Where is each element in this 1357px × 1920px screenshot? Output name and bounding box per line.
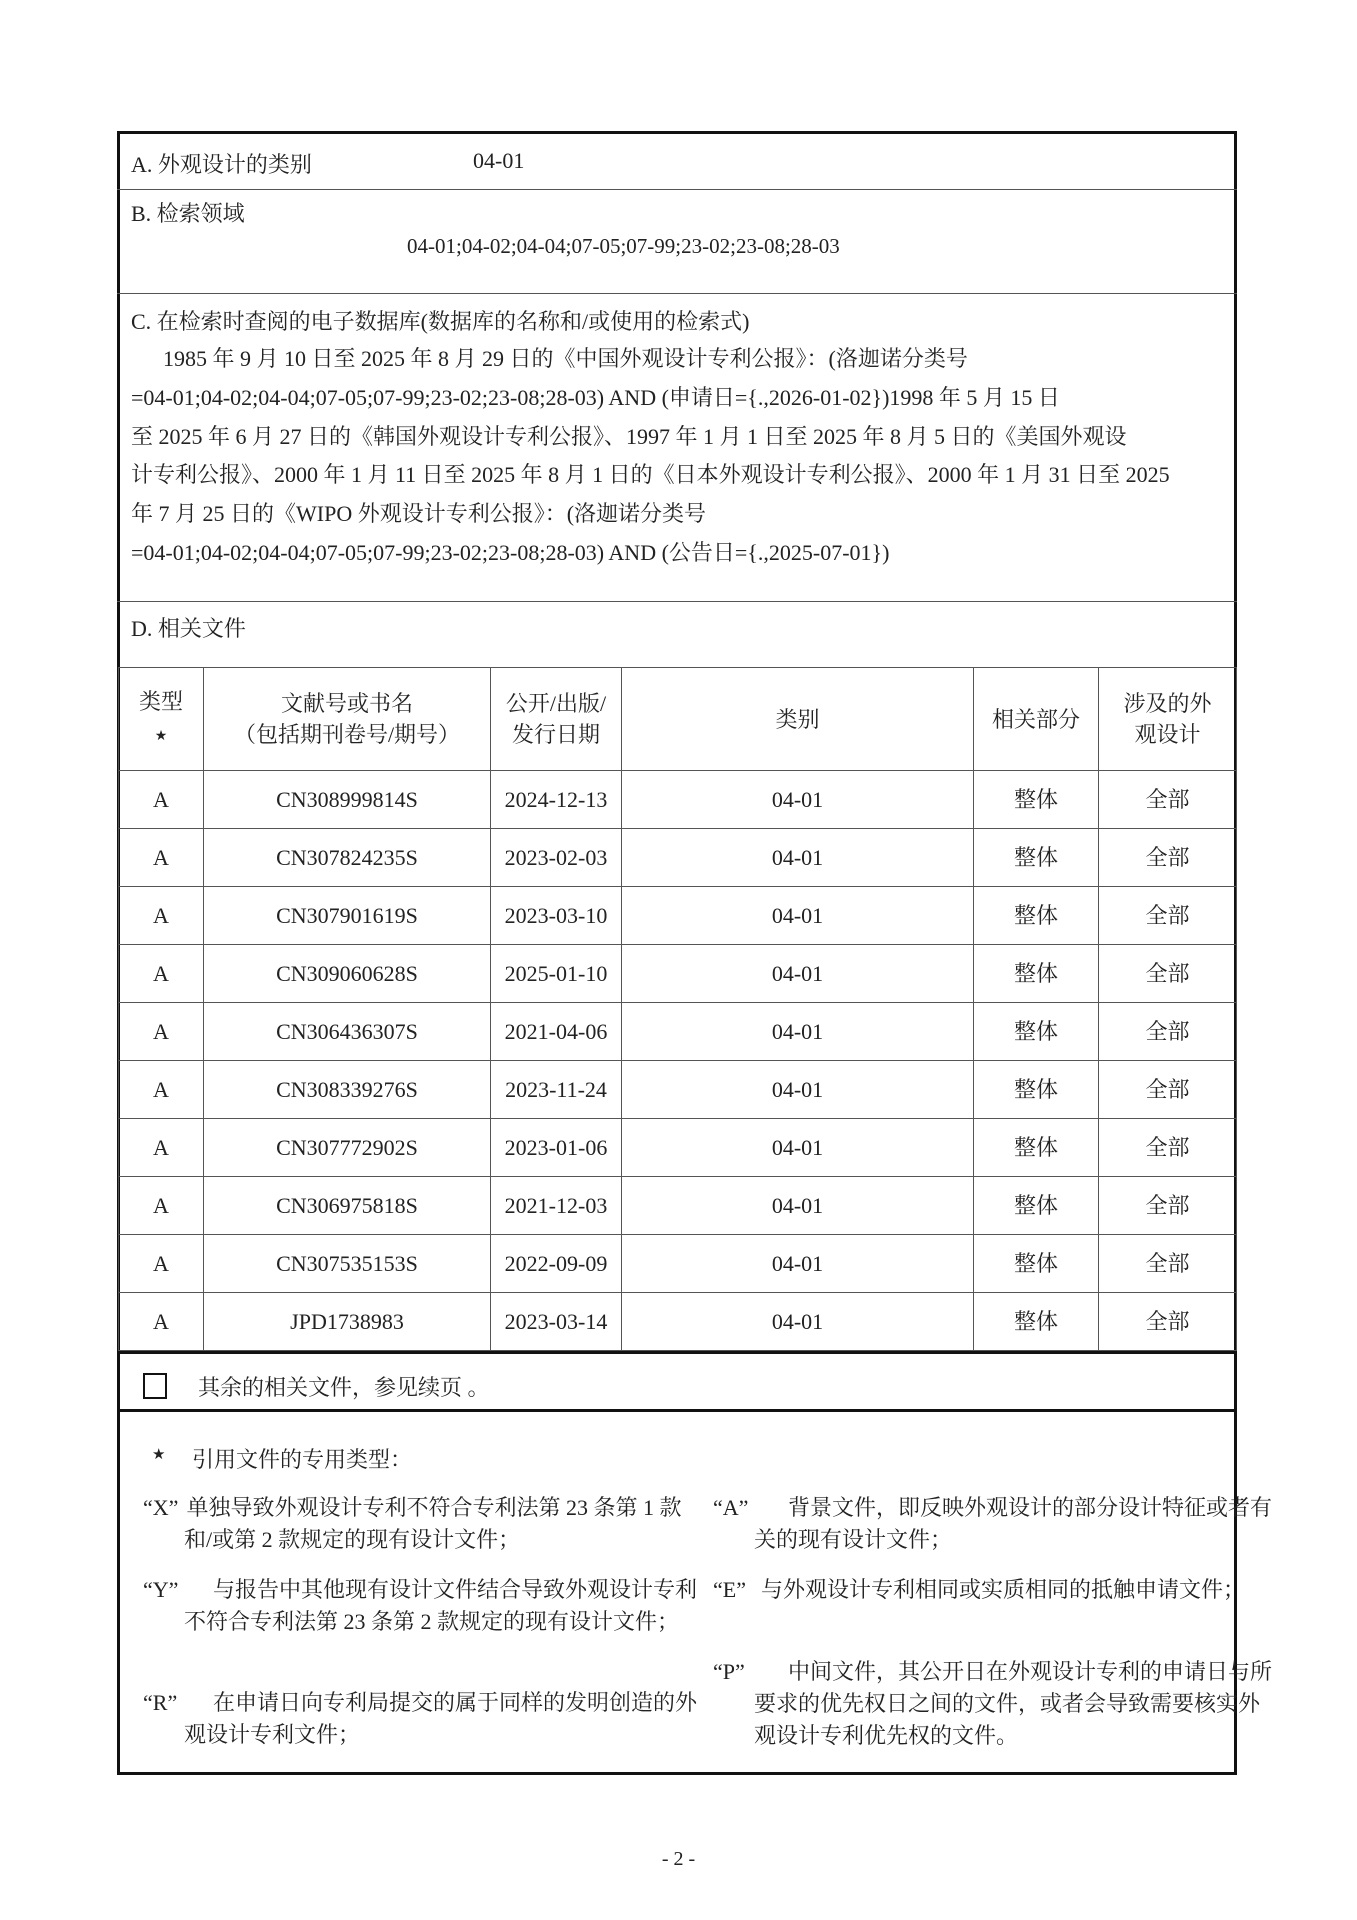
table-row [119, 1119, 1237, 1177]
cell-date: 2021-04-06 [491, 1003, 622, 1061]
cell-type: A [119, 771, 204, 829]
cell-date: 2023-03-14 [491, 1293, 622, 1351]
divider [117, 601, 1237, 602]
database-line: 年 7 月 25 日的《WIPO 外观设计专利公报》：(洛迦诺分类号 [131, 501, 707, 526]
section-b-label: B. 检索领域 [131, 201, 245, 226]
cell-part: 整体 [974, 829, 1099, 887]
cell-doc: JPD1738983 [204, 1293, 491, 1351]
legend-item-e: “E” 与外观设计专利相同或实质相同的抵触申请文件； [713, 1577, 1246, 1602]
section-d-label: D. 相关文件 [131, 616, 246, 641]
cell-type: A [119, 1235, 204, 1293]
cell-category: 04-01 [622, 1119, 974, 1177]
cell-type: A [119, 1119, 204, 1177]
cell-type: A [119, 1061, 204, 1119]
table-row [119, 1235, 1237, 1293]
header-design: 涉及的外 观设计 [1099, 668, 1237, 771]
cell-doc: CN308999814S [204, 771, 491, 829]
star-icon: ★ [152, 1447, 166, 1463]
more-documents-checkbox[interactable] [143, 1373, 167, 1399]
cell-type: A [119, 829, 204, 887]
cell-type: A [119, 1177, 204, 1235]
section-a-label: A. 外观设计的类别 [131, 152, 312, 177]
table-row [119, 771, 1237, 829]
header-relevant-part: 相关部分 [974, 668, 1099, 771]
database-line: =04-01;04-02;04-04;07-05;07-99;23-02;23-08;28-03) AND (申请日={.,2026-01-02})1998 年 5 月 15 日 [131, 385, 1060, 410]
table-row [119, 1003, 1237, 1061]
cell-date: 2023-02-03 [491, 829, 622, 887]
cell-design: 全部 [1099, 1003, 1237, 1061]
divider [117, 1409, 1237, 1412]
cell-category: 04-01 [622, 887, 974, 945]
design-category-value: 04-01 [473, 148, 525, 173]
cell-category: 04-01 [622, 945, 974, 1003]
cell-design: 全部 [1099, 945, 1237, 1003]
cell-category: 04-01 [622, 771, 974, 829]
table-row [119, 1177, 1237, 1235]
cell-date: 2022-09-09 [491, 1235, 622, 1293]
cell-doc: CN306975818S [204, 1177, 491, 1235]
database-line: 1985 年 9 月 10 日至 2025 年 8 月 29 日的《中国外观设计专利公报》：(洛迦诺分类号 [163, 346, 968, 371]
cell-design: 全部 [1099, 1119, 1237, 1177]
cell-date: 2023-03-10 [491, 887, 622, 945]
cell-category: 04-01 [622, 1003, 974, 1061]
cell-doc: CN306436307S [204, 1003, 491, 1061]
search-field-value: 04-01;04-02;04-04;07-05;07-99;23-02;23-08;28-03 [407, 234, 840, 258]
related-documents-table [118, 667, 1237, 1351]
cell-category: 04-01 [622, 1177, 974, 1235]
legend-title: 引用文件的专用类型： [192, 1447, 413, 1472]
legend-item-x: “X” 单独导致外观设计专利不符合专利法第 23 条第 1 款和/或第 2 款规定的现有设计文件； [143, 1495, 682, 1552]
cell-date: 2025-01-10 [491, 945, 622, 1003]
cell-doc: CN307901619S [204, 887, 491, 945]
cell-part: 整体 [974, 771, 1099, 829]
cell-doc: CN307535153S [204, 1235, 491, 1293]
database-line: 计专利公报》、2000 年 1 月 11 日至 2025 年 8 月 1 日的《日本外观设计专利公报》、2000 年 1 月 31 日至 2025 [131, 462, 1170, 487]
cell-doc: CN308339276S [204, 1061, 491, 1119]
legend-item-a: “A” 背景文件，即反映外观设计的部分设计特征或者有关的现有设计文件； [713, 1495, 1273, 1552]
cell-category: 04-01 [622, 829, 974, 887]
cell-design: 全部 [1099, 771, 1237, 829]
cell-part: 整体 [974, 945, 1099, 1003]
cell-date: 2024-12-13 [491, 771, 622, 829]
cell-part: 整体 [974, 1061, 1099, 1119]
cell-doc: CN309060628S [204, 945, 491, 1003]
star-icon: ★ [154, 729, 168, 744]
cell-design: 全部 [1099, 1235, 1237, 1293]
header-date: 公开/出版/ 发行日期 [491, 668, 622, 771]
table-row [119, 1293, 1237, 1351]
database-line: 至 2025 年 6 月 27 日的《韩国外观设计专利公报》、1997 年 1 月 1 日至 2025 年 8 月 5 日的《美国外观设 [131, 424, 1127, 449]
cell-part: 整体 [974, 1235, 1099, 1293]
header-category: 类别 [622, 668, 974, 771]
cell-doc: CN307824235S [204, 829, 491, 887]
table-row [119, 1061, 1237, 1119]
header-document: 文献号或书名 （包括期刊卷号/期号） [204, 668, 491, 771]
cell-part: 整体 [974, 1119, 1099, 1177]
cell-part: 整体 [974, 1177, 1099, 1235]
page-number: - 2 - [661, 1848, 696, 1870]
header-type: 类型 ★ [119, 668, 204, 771]
cell-part: 整体 [974, 1003, 1099, 1061]
table-row [119, 945, 1237, 1003]
divider [117, 189, 1237, 190]
cell-category: 04-01 [622, 1061, 974, 1119]
cell-doc: CN307772902S [204, 1119, 491, 1177]
divider [117, 293, 1237, 294]
section-c-label: C. 在检索时查阅的电子数据库(数据库的名称和/或使用的检索式) [131, 309, 750, 334]
database-line: =04-01;04-02;04-04;07-05;07-99;23-02;23-08;28-03) AND (公告日={.,2025-07-01}) [131, 540, 890, 565]
more-documents-label: 其余的相关文件，参见续页 。 [198, 1375, 490, 1400]
cell-category: 04-01 [622, 1293, 974, 1351]
cell-design: 全部 [1099, 1293, 1237, 1351]
cell-category: 04-01 [622, 1235, 974, 1293]
cell-design: 全部 [1099, 1177, 1237, 1235]
cell-type: A [119, 1003, 204, 1061]
cell-design: 全部 [1099, 829, 1237, 887]
cell-date: 2021-12-03 [491, 1177, 622, 1235]
legend-item-r: “R” 在申请日向专利局提交的属于同样的发明创造的外观设计专利文件； [143, 1690, 698, 1747]
cell-type: A [119, 887, 204, 945]
cell-design: 全部 [1099, 887, 1237, 945]
legend-item-y: “Y” 与报告中其他现有设计文件结合导致外观设计专利不符合专利法第 23 条第 2 款规定的现有设计文件； [143, 1577, 698, 1634]
cell-part: 整体 [974, 1293, 1099, 1351]
table-row [119, 829, 1237, 887]
cell-type: A [119, 1293, 204, 1351]
cell-date: 2023-11-24 [491, 1061, 622, 1119]
divider [117, 1351, 1237, 1354]
cell-design: 全部 [1099, 1061, 1237, 1119]
cell-date: 2023-01-06 [491, 1119, 622, 1177]
cell-part: 整体 [974, 887, 1099, 945]
cell-type: A [119, 945, 204, 1003]
table-row [119, 887, 1237, 945]
legend-item-p: “P” 中间文件，其公开日在外观设计专利的申请日与所要求的优先权日之间的文件，或者会导致需要核实外观设计专利优先权的文件。 [713, 1659, 1273, 1748]
table-header-row [119, 668, 1237, 771]
